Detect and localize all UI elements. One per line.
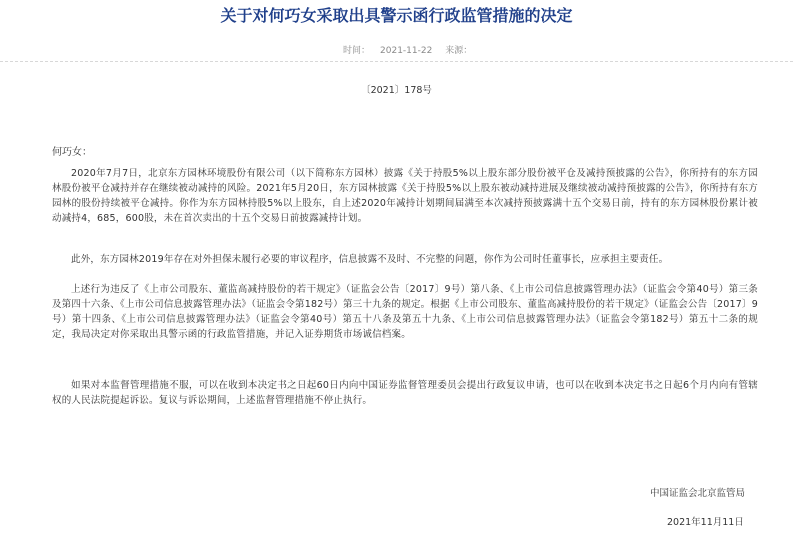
paragraph-4: 如果对本监督管理措施不服，可以在收到本决定书之日起60日内向中国证券监督管理委员会提出行政复议申请，也可以在收到本决定书之日起6个月内向有管辖权的人民法院提起诉讼。复议与诉讼期间，上述监督管理措施不停止执行。	[52, 380, 758, 406]
salutation: 何巧女：	[52, 147, 92, 158]
document-number: 〔2021〕178号	[361, 85, 432, 96]
meta-info	[343, 45, 482, 57]
issuing-authority: 中国证监会北京监管局	[650, 488, 746, 499]
header-divider	[0, 61, 793, 62]
time-label: 时间：	[343, 46, 371, 56]
paragraph-2: 此外，东方园林2019年存在对外担保未履行必要的审议程序，信息披露不及时、不完整的问题，你作为公司时任董事长，应承担主要责任。	[71, 254, 669, 265]
time-value: 2021-11-22	[380, 46, 433, 56]
paragraph-1: 2020年7月7日，北京东方园林环境股份有限公司（以下简称东方园林）披露《关于持股5%以上股东部分股份被平仓及减持预披露的公告》，你所持有的东方园林股份被平仓减持并存在继续被动减持的风险。2021年5月20日，东方园林披露《关于持股5%以上股东被动减持进展及继续被动减持预披露的公告》，你所持有东方园林的股份持续被平仓减持。你作为东方园林持股5%以上股东，自上述2020年减持计划期间届满至本次减持预披露满十五个交易日前，持有的东方园林股份累计被动减持4，685，600股，未在首次卖出的十五个交易日前披露减持计划。	[52, 168, 758, 224]
paragraph-3: 上述行为违反了《上市公司股东、董监高减持股份的若干规定》（证监会公告〔2017〕9号）第八条、《上市公司信息披露管理办法》（证监会令第40号）第三条及第四十六条、《上市公司信息披露管理办法》（证监会令第182号）第三十九条的规定。根据《上市公司股东、董监高减持股份的若干规定》（证监会公告〔2017〕9号）第十四条、《上市公司信息披露管理办法》（证监会令第40号）第五十八条及第五十九条、《上市公司信息披露管理办法》（证监会令第182号）第五十二条的规定，我局决定对你采取出具警示函的行政监管措施，并记入证券期货市场诚信档案。	[52, 284, 758, 340]
source-label: 来源：	[445, 46, 473, 56]
issue-date: 2021年11月11日	[667, 517, 744, 528]
document-title: 关于对何巧女采取出具警示函行政监管措施的决定	[220, 6, 573, 25]
